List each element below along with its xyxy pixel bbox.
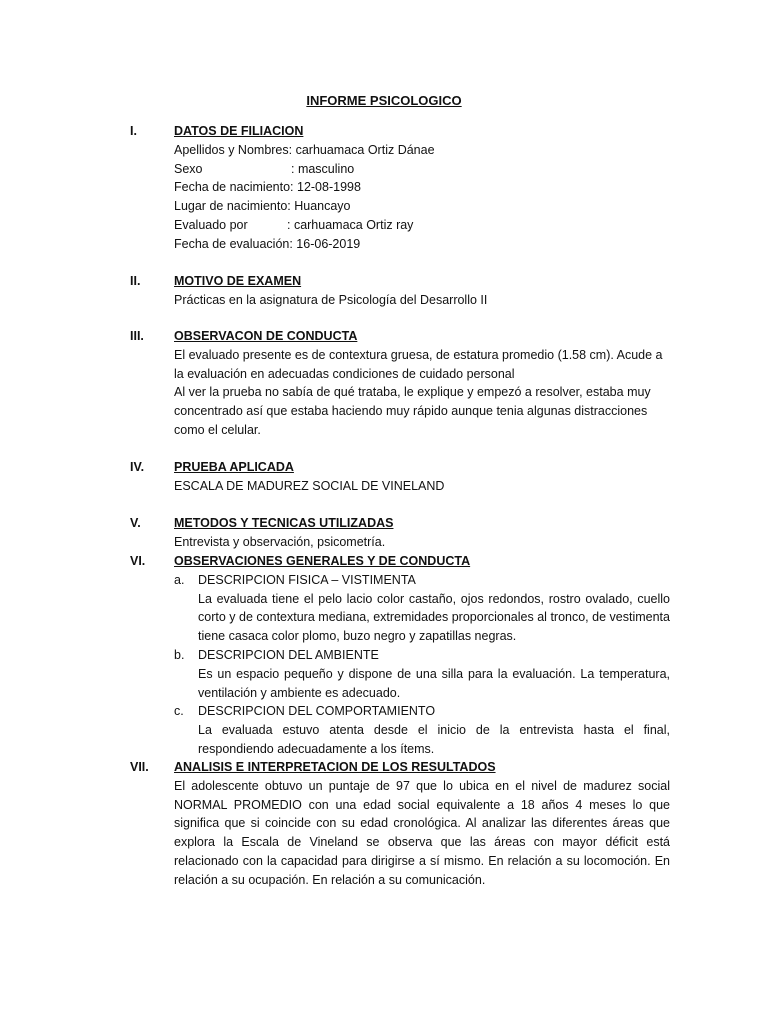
section-observaciones-generales [130,552,670,759]
section-analisis-interpretacion [130,758,670,890]
subsection-title: DESCRIPCION DEL AMBIENTE [198,647,379,662]
subsection-descripcion-comportamiento: c. DESCRIPCION DEL COMPORTAMIENTO La evaluada estuvo atenta desde el inicio de la entrevista hasta el final, respondiendo adecuadamente a los ítems. [198,702,670,758]
section-prueba-aplicada [130,458,670,496]
section-heading: METODOS Y TECNICAS UTILIZADAS [174,516,394,530]
field-evaluacion: Fecha de evaluación: 16-06-2019 [174,236,361,251]
subsection-descripcion-ambiente: b. DESCRIPCION DEL AMBIENTE Es un espacio pequeño y dispone de una silla para la evaluación. La temperatura, ventilación y ambiente es adecuado. [198,646,670,702]
section-number: VI. [130,554,146,568]
section-paragraph: El evaluado presente es de contextura gruesa, de estatura promedio (1.58 cm). Acude a la evaluación en adecuadas condiciones de cuidado personal [174,347,663,381]
field-nacimiento: Fecha de nacimiento: 12-08-1998 [174,180,361,195]
section-motivo-examen [130,272,670,310]
section-number: VII. [130,760,149,774]
section-number: II. [130,274,141,288]
section-number: I. [130,124,137,138]
subsection-title: DESCRIPCION DEL COMPORTAMIENTO [198,704,436,719]
section-text: Prácticas en la asignatura de Psicología del Desarrollo II [174,292,488,307]
section-number: III. [130,329,144,343]
section-heading: OBSERVACIONES GENERALES Y DE CONDUCTA [174,554,471,568]
subsection-descripcion-fisica: a. DESCRIPCION FISICA – VISTIMENTA La evaluada tiene el pelo lacio color castaño, ojos redondos, rostro ovalado, cuello corto y de contextura mediana, extremidades proporcionales al tronco, de vestimenta tiene casaca color plomo, buzo negro y zapatillas negras. [198,571,670,646]
section-heading: OBSERVACON DE CONDUCTA [174,329,358,343]
subsection-text: La evaluada estuvo atenta desde el inicio de la entrevista hasta el final, respondiendo adecuadamente a los ítems. [198,723,670,756]
section-heading: DATOS DE FILIACION [174,124,304,138]
section-text: El adolescente obtuvo un puntaje de 97 que lo ubica en el nivel de madurez social NORMAL PROMEDIO con una edad social equivalente a 18 años 4 meses lo que significa que si coincide con su edad cronológica. Al analizar las diferentes áreas que explora la Escala de Vineland se observa que las áreas con mayor déficit está relacionado con la capacidad para dirigirse a sí mismo. En relación a su locomoción. En relación a su ocupación. En relación a su comunicación. [174,778,670,887]
document-title: INFORME PSICOLOGICO [306,93,462,108]
section-text: ESCALA DE MADUREZ SOCIAL DE VINELAND [174,478,445,493]
section-heading: ANALISIS E INTERPRETACION DE LOS RESULTADOS [174,760,496,774]
subsection-text: La evaluada tiene el pelo lacio color castaño, ojos redondos, rostro ovalado, cuello corto y de contextura mediana, extremidades proporcionales al tronco, de vestimenta tiene casaca color plomo, buzo negro y zapatillas negras. [198,591,670,644]
field-nombres: Apellidos y Nombres: carhuamaca Ortiz Dánae [174,142,435,157]
section-number: IV. [130,460,145,474]
section-text: Entrevista y observación, psicometría. [174,534,386,549]
section-datos-filiacion [130,122,670,254]
field-evaluado: Evaluado por : carhuamaca Ortiz ray [174,217,414,232]
section-number: V. [130,516,141,530]
subsection-text: Es un espacio pequeño y dispone de una silla para la evaluación. La temperatura, ventilación y ambiente es adecuado. [198,666,670,700]
section-heading: PRUEBA APLICADA [174,460,294,474]
field-lugar: Lugar de nacimiento: Huancayo [174,199,351,214]
subsection-title: DESCRIPCION FISICA – VISTIMENTA [198,572,416,587]
section-paragraph: Al ver la prueba no sabía de qué trataba, le explique y empezó a resolver, estaba muy concentrado así que estaba haciendo muy rápido aunque tenia algunas distracciones como el celular. [174,385,651,437]
section-observacion-conducta [130,327,670,440]
field-sexo: Sexo : masculino [174,161,355,176]
section-heading: MOTIVO DE EXAMEN [174,274,302,288]
section-metodos-tecnicas [130,514,670,552]
